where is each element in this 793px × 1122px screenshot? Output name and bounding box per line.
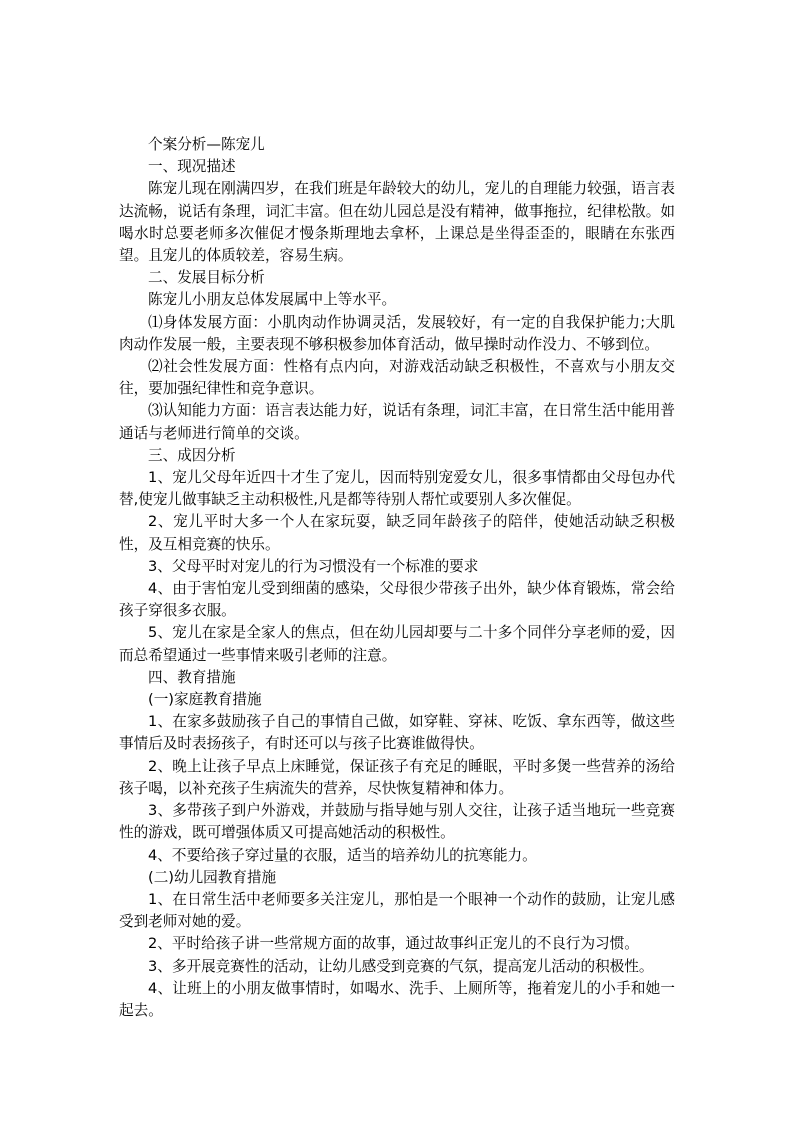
paragraph: 4、让班上的小朋友做事情时，如喝水、洗手、上厕所等，拖着宠儿的小手和她一起去。 bbox=[119, 979, 675, 1019]
section-heading: 三、成因分析 bbox=[148, 446, 236, 464]
paragraph: 3、多带孩子到户外游戏，并鼓励与指导她与别人交往，让孩子适当地玩一些竞赛性的游戏，既可增强体质又可提高她活动的积极性。 bbox=[119, 802, 675, 842]
paragraph: ⑵社会性发展方面：性格有点内向，对游戏活动缺乏积极性，不喜欢与小朋友交往，要加强纪律性和竞争意识。 bbox=[119, 358, 675, 398]
paragraph: 3、多开展竞赛性的活动，让幼儿感受到竞赛的气氛，提高宠儿活动的积极性。 bbox=[148, 957, 654, 975]
section-heading: 二、发展目标分析 bbox=[148, 269, 265, 287]
paragraph: ⑴身体发展方面：小肌肉动作协调灵活，发展较好，有一定的自我保护能力;大肌肉动作发展一般，主要表现不够积极参加体育活动，做早操时动作没力、不够到位。 bbox=[119, 313, 675, 353]
paragraph: 4、不要给孩子穿过量的衣服，适当的培养幼儿的抗寒能力。 bbox=[148, 846, 537, 864]
section-heading: 一、现况描述 bbox=[148, 158, 236, 176]
paragraph: 1、宠儿父母年近四十才生了宠儿，因而特别宠爱女儿，很多事情都由父母包办代替,使宠儿做事缺乏主动积极性,凡是都等待别人帮忙或要别人多次催促。 bbox=[119, 469, 675, 509]
paragraph: 1、在家多鼓励孩子自己的事情自己做，如穿鞋、穿袜、吃饭、拿东西等，做这些事情后及时表扬孩子，有时还可以与孩子比赛谁做得快。 bbox=[119, 713, 675, 753]
subsection-heading: (一)家庭教育措施 bbox=[148, 691, 262, 709]
paragraph: ⑶认知能力方面：语言表达能力好，说话有条理，词汇丰富，在日常生活中能用普通话与老师进行简单的交谈。 bbox=[119, 402, 675, 442]
document-title: 个案分析—陈宠儿 bbox=[148, 136, 265, 153]
paragraph: 陈宠儿现在刚满四岁，在我们班是年龄较大的幼儿，宠儿的自理能力较强，语言表达流畅，说话有条理，词汇丰富。但在幼儿园总是没有精神，做事拖拉，纪律松散。如喝水时总要老师多次催促才慢条斯理地去拿杯，上课总是坐得歪歪的，眼睛在东张西望。且宠儿的体质较差，容易生病。 bbox=[119, 180, 675, 265]
section-heading: 四、教育措施 bbox=[148, 668, 236, 686]
paragraph: 2、宠儿平时大多一个人在家玩耍，缺乏同年龄孩子的陪伴，使她活动缺乏积极性，及互相竞赛的快乐。 bbox=[119, 513, 675, 553]
paragraph: 5、宠儿在家是全家人的焦点，但在幼儿园却要与二十多个同伴分享老师的爱，因而总希望通过一些事情来吸引老师的注意。 bbox=[119, 624, 675, 664]
paragraph: 3、父母平时对宠儿的行为习惯没有一个标准的要求 bbox=[148, 557, 479, 575]
paragraph: 2、平时给孩子讲一些常规方面的故事，通过故事纠正宠儿的不良行为习惯。 bbox=[148, 935, 639, 953]
paragraph: 1、在日常生活中老师要多关注宠儿，那怕是一个眼神一个动作的鼓励，让宠儿感受到老师对她的爱。 bbox=[119, 890, 675, 931]
paragraph: 4、由于害怕宠儿受到细菌的感染，父母很少带孩子出外，缺少体育锻炼，常会给孩子穿很多衣服。 bbox=[119, 580, 675, 620]
subsection-heading: (二)幼儿园教育措施 bbox=[148, 868, 277, 886]
document-body bbox=[119, 134, 675, 1022]
paragraph: 2、晚上让孩子早点上床睡觉，保证孩子有充足的睡眠，平时多煲一些营养的汤给孩子喝，以补充孩子生病流失的营养，尽快恢复精神和体力。 bbox=[119, 757, 675, 797]
paragraph: 陈宠儿小朋友总体发展属中上等水平。 bbox=[148, 291, 397, 309]
